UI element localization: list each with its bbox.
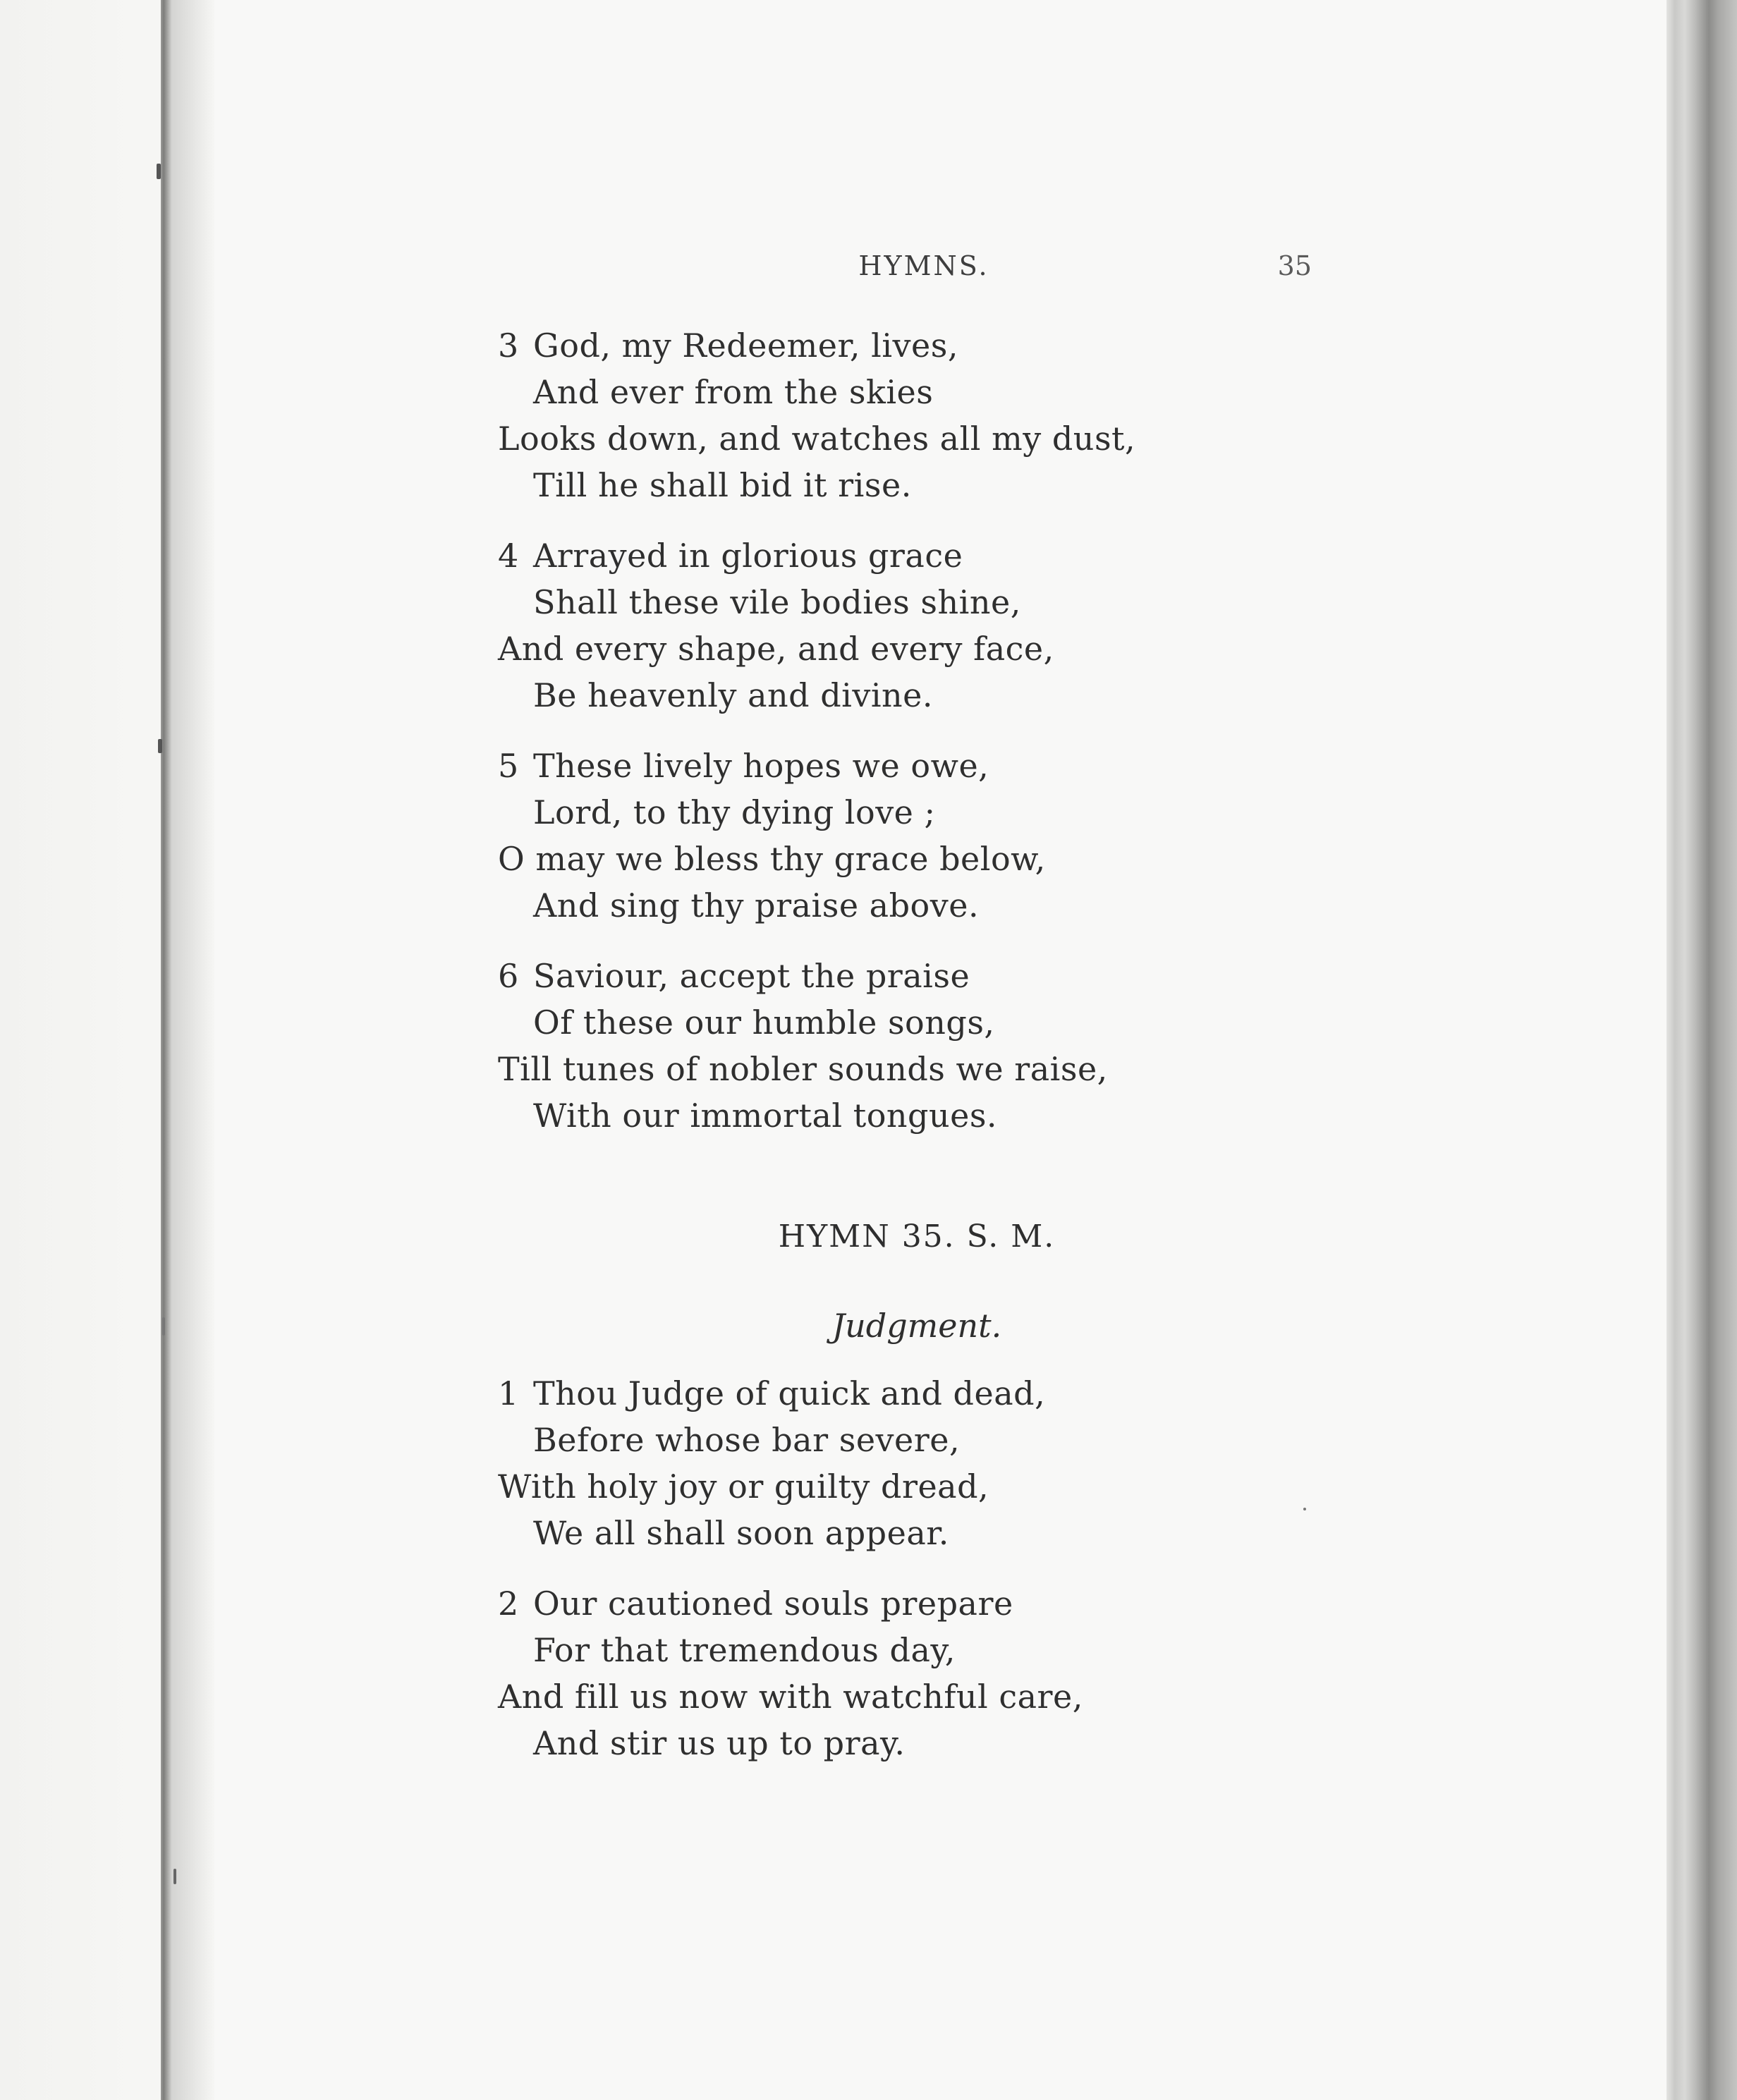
verse-line [498, 462, 1344, 508]
scan-speck [157, 164, 161, 179]
scan-speck [173, 1869, 176, 1884]
verse-text: Till tunes of nobler sounds we raise, [498, 1050, 1108, 1088]
verse-text: Till he shall bid it rise. [533, 466, 912, 504]
verse-line [498, 579, 1344, 625]
verse-line [498, 532, 1344, 579]
stanza [498, 743, 1344, 929]
stanza [498, 532, 1344, 719]
verse-text: With holy joy or guilty dread, [498, 1467, 989, 1506]
verse-text: And sing thy praise above. [533, 886, 980, 924]
verses-bottom [498, 1370, 1344, 1766]
running-head [0, 248, 1737, 283]
verse-line [498, 672, 1344, 719]
verse-line [498, 415, 1344, 462]
verse-text: And every shape, and every face, [498, 630, 1054, 668]
verse-line [498, 1046, 1344, 1092]
hymn-subtitle: Judgment. [831, 1307, 1002, 1345]
verse-line [498, 1463, 1344, 1510]
verse-line [498, 1370, 1344, 1417]
verse-text: And stir us up to pray. [533, 1724, 906, 1762]
stanza [498, 953, 1344, 1139]
binding-edge [161, 0, 172, 2100]
binding-shadow [172, 0, 214, 2100]
verse-line [498, 1092, 1344, 1139]
verse-line [498, 1627, 1344, 1673]
verse-line [498, 322, 1344, 369]
verse-text: Arrayed in glorious grace [533, 537, 963, 575]
verse-text: With our immortal tongues. [533, 1097, 998, 1135]
verse-number: 1 [498, 1374, 519, 1412]
verse-line [498, 1580, 1344, 1627]
verse-text: God, my Redeemer, lives, [533, 326, 958, 365]
verse-number: 2 [498, 1585, 519, 1623]
verse-text: Looks down, and watches all my dust, [498, 420, 1136, 458]
verses-top [498, 322, 1344, 1139]
verse-line [498, 743, 1344, 789]
verse-number: 5 [498, 747, 519, 785]
verse-number: 4 [498, 537, 519, 575]
page-number: 35 [1277, 250, 1312, 281]
stanza [498, 322, 1344, 508]
verse-text: For that tremendous day, [533, 1631, 956, 1669]
verse-text: Shall these vile bodies shine, [533, 583, 1021, 621]
verse-line [498, 369, 1344, 415]
page-edge [1666, 0, 1737, 2100]
verse-line [498, 882, 1344, 929]
verse-text: O may we bless thy grace below, [498, 840, 1046, 878]
verse-text: And ever from the skies [533, 373, 934, 411]
verse-text: These lively hopes we owe, [533, 747, 989, 785]
stanza [498, 1580, 1344, 1766]
verse-line [498, 1720, 1344, 1766]
verse-line [498, 836, 1344, 882]
verse-text: Of these our humble songs, [533, 1003, 995, 1042]
verse-number: 3 [498, 326, 519, 365]
hymn-heading: HYMN 35. S. M. [778, 1219, 1056, 1254]
verse-text: Lord, to thy dying love ; [533, 793, 936, 831]
verse-line [498, 1673, 1344, 1720]
scan-speck [158, 739, 162, 753]
verse-line [498, 1510, 1344, 1556]
verse-text: Be heavenly and divine. [533, 676, 934, 714]
verse-text: Thou Judge of quick and dead, [533, 1374, 1046, 1412]
verse-line [498, 625, 1344, 672]
verse-line [498, 953, 1344, 999]
verse-line [498, 999, 1344, 1046]
stanza [498, 1370, 1344, 1556]
scan-speck [162, 1317, 165, 1336]
verse-line [498, 1417, 1344, 1463]
verse-text: We all shall soon appear. [533, 1514, 949, 1552]
running-title: HYMNS. [858, 250, 989, 281]
verse-text: Our cautioned souls prepare [533, 1585, 1013, 1623]
verse-number: 6 [498, 957, 519, 995]
verse-line [498, 789, 1344, 836]
verse-text: And fill us now with watchful care, [498, 1678, 1083, 1716]
verse-text: Before whose bar severe, [533, 1421, 961, 1459]
verse-text: Saviour, accept the praise [533, 957, 970, 995]
